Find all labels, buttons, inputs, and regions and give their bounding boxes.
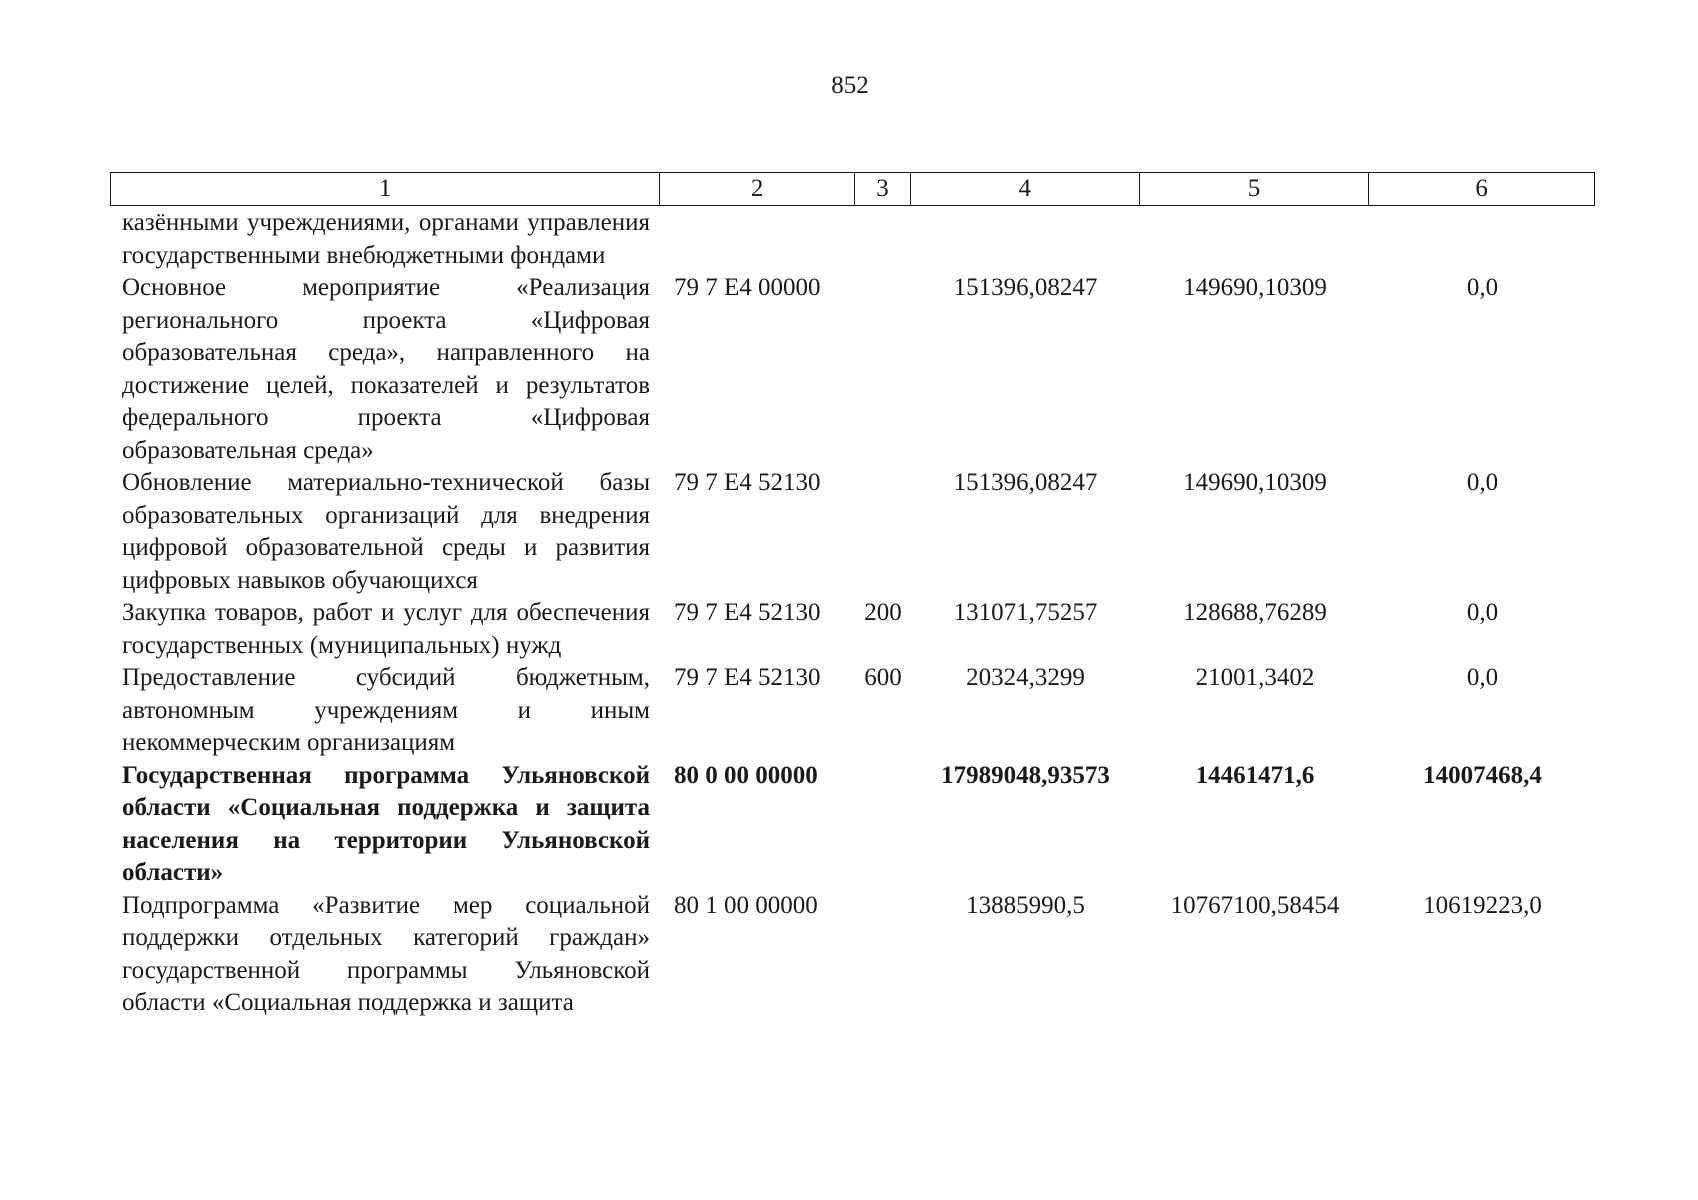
row-code <box>660 207 855 272</box>
column-header-1: 1 <box>111 173 660 205</box>
row-value-2: 14461471,6 <box>1195 761 1315 789</box>
row-type <box>855 760 911 890</box>
row-type <box>855 272 911 467</box>
row-value-2: 149690,10309 <box>1183 469 1327 496</box>
row-value-1: 151396,08247 <box>953 274 1098 301</box>
row-name: казёнными учреждениями, органами управления государственными внебюджетными фондами <box>122 209 650 269</box>
page-number: 852 <box>831 72 869 99</box>
row-value-3: 0,0 <box>1466 599 1499 626</box>
row-value-3: 0,0 <box>1466 469 1499 496</box>
row-value-1: 20324,3299 <box>966 664 1085 691</box>
row-code: 79 7 E4 00000 <box>674 274 821 301</box>
row-value-1: 13885990,5 <box>966 891 1085 919</box>
table-row <box>110 272 1595 467</box>
table-body <box>110 207 1595 1020</box>
row-code: 80 1 00 00000 <box>674 891 818 919</box>
row-code: 80 0 00 00000 <box>674 761 818 789</box>
row-value-2: 149690,10309 <box>1183 274 1327 301</box>
column-header-6: 6 <box>1475 175 1488 202</box>
row-code: 79 7 E4 52130 <box>674 469 821 496</box>
column-header-5: 5 <box>1140 173 1370 205</box>
row-name: Предоставление субсидий бюджетным, автономным учреждениям и иным некоммерческим организациям <box>122 664 650 756</box>
table-row <box>110 890 1595 1020</box>
table-row <box>110 467 1595 597</box>
row-type <box>855 890 911 1020</box>
table-row-bold <box>110 760 1595 890</box>
column-header-3: 3 <box>855 173 911 205</box>
row-type <box>855 467 911 597</box>
column-header-2: 2 <box>660 173 855 205</box>
table-row <box>110 597 1595 662</box>
row-type: 600 <box>864 664 902 691</box>
row-value-2: 128688,76289 <box>1183 599 1327 626</box>
row-name: Закупка товаров, работ и услуг для обеспечения государственных (муниципальных) нужд <box>122 599 650 659</box>
row-name: Основное мероприятие «Реализация регионального проекта «Цифровая образовательная среда», направленного на достижение целей, показателей и результатов федерального проекта «Цифровая образовательная среда» <box>122 274 650 464</box>
row-code: 79 7 E4 52130 <box>674 664 821 691</box>
row-type <box>855 207 911 272</box>
row-name: Государственная программа Ульяновской области «Социальная поддержка и защита населения на территории Ульяновской области» <box>122 761 650 886</box>
row-code: 79 7 E4 52130 <box>674 599 821 626</box>
row-type: 200 <box>864 599 902 626</box>
row-value-1: 151396,08247 <box>953 469 1098 496</box>
table-row <box>110 662 1595 760</box>
table-row <box>110 207 1595 272</box>
row-value-3 <box>1370 207 1595 272</box>
row-value-3: 10619223,0 <box>1423 891 1542 919</box>
row-value-1: 17989048,93573 <box>941 761 1110 789</box>
row-name: Подпрограмма «Развитие мер социальной поддержки отдельных категорий граждан» государственной программы Ульяновской области «Социальная поддержка и защита <box>122 891 650 1016</box>
row-value-3: 0,0 <box>1466 274 1499 301</box>
row-value-1 <box>911 207 1140 272</box>
column-header-4: 4 <box>911 173 1140 205</box>
row-name: Обновление материально-технической базы образовательных организаций для внедрения цифровой образовательной среды и развития цифровых навыков обучающихся <box>122 469 650 594</box>
row-value-3: 0,0 <box>1466 664 1499 691</box>
row-value-3: 14007468,4 <box>1423 761 1542 789</box>
row-value-2: 21001,3402 <box>1195 664 1315 691</box>
row-value-2 <box>1140 207 1370 272</box>
row-value-1: 131071,75257 <box>953 599 1098 626</box>
row-value-2: 10767100,58454 <box>1170 891 1340 919</box>
table-header <box>110 172 1595 206</box>
